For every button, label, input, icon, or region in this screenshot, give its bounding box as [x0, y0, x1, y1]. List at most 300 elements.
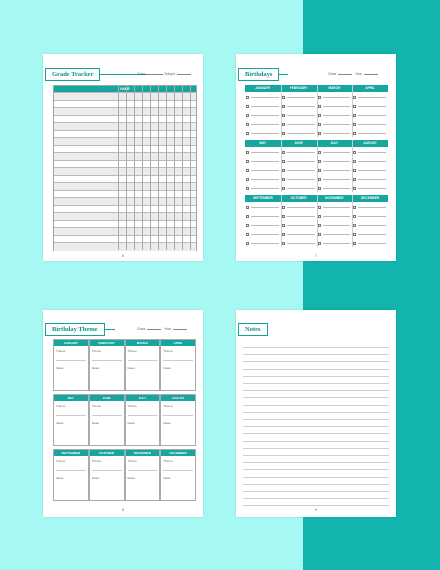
month-label: AUGUST	[363, 141, 377, 145]
field-label: Year	[355, 72, 362, 76]
note-line[interactable]	[243, 469, 389, 470]
theme-line[interactable]	[92, 360, 122, 361]
checkbox[interactable]	[353, 224, 356, 227]
month-theme-cell[interactable]	[125, 339, 161, 391]
birthday-entry[interactable]	[318, 176, 352, 182]
birthday-entry[interactable]	[246, 121, 280, 127]
month-theme-cell[interactable]	[89, 339, 125, 391]
ideas-label: Ideas	[56, 476, 64, 480]
ideas-label: Ideas	[91, 366, 100, 370]
birthday-entry[interactable]	[282, 222, 316, 228]
entry-line	[287, 152, 315, 153]
theme-label: Theme	[127, 349, 137, 353]
column-divider	[352, 85, 353, 137]
checkbox[interactable]	[282, 160, 285, 163]
month-theme-cell[interactable]	[53, 449, 89, 501]
month-label: JANUARY	[54, 340, 88, 346]
note-line[interactable]	[243, 505, 389, 506]
entry-line	[251, 115, 279, 116]
checkbox[interactable]	[246, 169, 249, 172]
entry-line	[323, 234, 351, 235]
checkbox[interactable]	[353, 114, 356, 117]
birthday-entry[interactable]	[318, 103, 352, 109]
checkbox[interactable]	[353, 233, 356, 236]
ideas-label: Ideas	[127, 421, 135, 425]
entry-line	[323, 106, 351, 107]
entry-line	[323, 225, 351, 226]
checkbox[interactable]	[282, 215, 285, 218]
checkbox[interactable]	[246, 132, 249, 135]
grade-table	[53, 85, 197, 251]
birthday-entry[interactable]	[318, 112, 352, 118]
theme-line[interactable]	[92, 415, 122, 416]
column-divider	[118, 86, 119, 250]
field-line[interactable]	[173, 326, 187, 330]
checkbox[interactable]	[318, 169, 321, 172]
entry-line	[323, 207, 351, 208]
entry-line	[323, 188, 351, 189]
month-theme-cell[interactable]	[160, 394, 196, 446]
birthday-entry[interactable]	[246, 167, 280, 173]
checkbox[interactable]	[282, 151, 285, 154]
theme-line[interactable]	[128, 415, 158, 416]
entry-line	[251, 234, 279, 235]
entry-line	[251, 243, 279, 244]
page-title: Birthdays	[238, 68, 279, 81]
checkbox[interactable]	[282, 206, 285, 209]
theme-line[interactable]	[56, 360, 86, 361]
birthday-entry[interactable]	[353, 149, 387, 155]
ideas-label: Ideas	[163, 476, 171, 480]
entry-line	[323, 115, 351, 116]
month-theme-cell[interactable]	[160, 339, 196, 391]
note-line[interactable]	[243, 455, 389, 456]
birthday-theme-table	[53, 339, 196, 503]
page-number: 6	[122, 254, 124, 258]
note-line[interactable]	[243, 441, 389, 442]
note-line[interactable]	[243, 390, 389, 391]
checkbox[interactable]	[246, 206, 249, 209]
note-line[interactable]	[243, 397, 389, 398]
checkbox[interactable]	[282, 178, 285, 181]
checkbox[interactable]	[246, 233, 249, 236]
checkbox[interactable]	[246, 160, 249, 163]
theme-label: Theme	[127, 459, 137, 463]
note-line[interactable]	[243, 354, 389, 355]
column-divider	[281, 85, 282, 137]
page-title: Grade Tracker	[45, 68, 100, 81]
entry-line	[358, 243, 386, 244]
birthday-entry[interactable]	[318, 149, 352, 155]
entry-line	[358, 216, 386, 217]
month-theme-cell[interactable]	[53, 394, 89, 446]
column-divider	[352, 140, 353, 192]
birthday-entry[interactable]	[318, 185, 352, 191]
entry-line	[251, 179, 279, 180]
theme-label: Theme	[91, 349, 102, 353]
note-line[interactable]	[243, 498, 389, 499]
birthday-entry[interactable]	[246, 204, 280, 210]
field-line[interactable]	[147, 71, 161, 75]
entry-line	[358, 179, 386, 180]
ideas-label: Ideas	[163, 366, 171, 370]
entry-line	[323, 124, 351, 125]
entry-line	[287, 106, 315, 107]
ideas-label: Ideas	[56, 421, 64, 425]
note-line[interactable]	[243, 448, 389, 449]
entry-line	[251, 124, 279, 125]
field-line[interactable]	[338, 71, 352, 75]
ideas-label: Ideas	[91, 476, 100, 480]
checkbox[interactable]	[282, 132, 285, 135]
column-divider	[281, 140, 282, 192]
month-theme-cell[interactable]	[89, 394, 125, 446]
birthday-theme-page	[43, 310, 203, 517]
column-divider	[182, 86, 183, 250]
note-line[interactable]	[243, 419, 389, 420]
birthday-entry[interactable]	[246, 240, 280, 246]
birthday-entry[interactable]	[282, 158, 316, 164]
checkbox[interactable]	[353, 160, 356, 163]
note-line[interactable]	[243, 477, 389, 478]
checkbox[interactable]	[246, 151, 249, 154]
month-label: OCTOBER	[90, 450, 124, 456]
month-label: FEBRUARY	[90, 340, 124, 346]
month-label: DECEMBER	[161, 450, 195, 456]
birthday-entry[interactable]	[318, 94, 352, 100]
birthday-entry[interactable]	[353, 94, 387, 100]
checkbox[interactable]	[318, 151, 321, 154]
month-label: FEBRUARY	[289, 86, 308, 90]
theme-label: Theme	[163, 459, 173, 463]
birthday-entry[interactable]	[318, 231, 352, 237]
page-title: Notes	[238, 323, 268, 336]
birthday-entry[interactable]	[318, 121, 352, 127]
entry-line	[287, 225, 315, 226]
note-line[interactable]	[243, 383, 389, 384]
birthday-entry[interactable]	[246, 130, 280, 136]
notes-lines	[236, 310, 396, 517]
theme-line[interactable]	[163, 470, 193, 471]
ideas-label: Ideas	[56, 366, 64, 370]
month-label: DECEMBER	[361, 196, 380, 200]
birthday-entry[interactable]	[353, 240, 387, 246]
month-label: MAY	[259, 141, 267, 145]
entry-line	[251, 133, 279, 134]
column-divider	[150, 86, 151, 250]
field-line[interactable]	[147, 326, 161, 330]
checkbox[interactable]	[282, 123, 285, 126]
month-label: JULY	[126, 395, 160, 401]
birthdays-page	[236, 54, 396, 261]
birthday-entry[interactable]	[318, 222, 352, 228]
column-divider	[166, 86, 167, 250]
birthday-entry[interactable]	[246, 185, 280, 191]
checkbox[interactable]	[318, 233, 321, 236]
entry-line	[358, 152, 386, 153]
theme-line[interactable]	[128, 470, 158, 471]
entry-line	[323, 152, 351, 153]
theme-line[interactable]	[56, 415, 86, 416]
checkbox[interactable]	[353, 169, 356, 172]
entry-line	[358, 188, 386, 189]
birthday-entry[interactable]	[282, 204, 316, 210]
entry-line	[287, 124, 315, 125]
field-line[interactable]	[364, 71, 378, 75]
checkbox[interactable]	[282, 187, 285, 190]
birthday-entry[interactable]	[246, 213, 280, 219]
checkbox[interactable]	[246, 105, 249, 108]
checkbox[interactable]	[318, 123, 321, 126]
checkbox[interactable]	[318, 242, 321, 245]
birthday-entry[interactable]	[246, 231, 280, 237]
checkbox[interactable]	[353, 206, 356, 209]
entry-line	[358, 234, 386, 235]
entry-line	[251, 161, 279, 162]
theme-line[interactable]	[163, 415, 193, 416]
checkbox[interactable]	[353, 178, 356, 181]
birthday-entry[interactable]	[353, 130, 387, 136]
birthday-entry[interactable]	[282, 167, 316, 173]
theme-label: Theme	[163, 404, 173, 408]
checkbox[interactable]	[246, 114, 249, 117]
month-theme-cell[interactable]	[89, 449, 125, 501]
checkbox[interactable]	[282, 233, 285, 236]
checkbox[interactable]	[353, 151, 356, 154]
column-divider	[317, 85, 318, 137]
entry-line	[323, 97, 351, 98]
field-label: Class	[328, 72, 337, 76]
column-divider	[126, 86, 127, 250]
month-theme-cell[interactable]	[125, 394, 161, 446]
note-line[interactable]	[243, 361, 389, 362]
month-label: SEPTEMBER	[54, 450, 88, 456]
checkbox[interactable]	[282, 114, 285, 117]
birthday-entry[interactable]	[353, 185, 387, 191]
entry-line	[323, 243, 351, 244]
birthday-entry[interactable]	[353, 121, 387, 127]
birthday-entry[interactable]	[282, 149, 316, 155]
column-divider	[158, 86, 159, 250]
checkbox[interactable]	[246, 224, 249, 227]
month-label: JULY	[330, 141, 339, 145]
entry-line	[358, 161, 386, 162]
theme-line[interactable]	[92, 470, 122, 471]
birthday-entry[interactable]	[282, 112, 316, 118]
entry-line	[251, 188, 279, 189]
note-line[interactable]	[243, 412, 389, 413]
grade-tracker-page	[43, 54, 203, 261]
month-theme-cell[interactable]	[53, 339, 89, 391]
notes-page	[236, 310, 396, 517]
birthday-entry[interactable]	[318, 158, 352, 164]
month-theme-cell[interactable]	[125, 449, 161, 501]
note-line[interactable]	[243, 462, 389, 463]
entry-line	[287, 216, 315, 217]
note-line[interactable]	[243, 369, 389, 370]
birthday-entry[interactable]	[282, 94, 316, 100]
note-line[interactable]	[243, 347, 389, 348]
header-fields	[137, 71, 194, 76]
checkbox[interactable]	[318, 114, 321, 117]
entry-line	[251, 216, 279, 217]
checkbox[interactable]	[246, 96, 249, 99]
checkbox[interactable]	[353, 123, 356, 126]
page-number: 7	[315, 254, 317, 258]
field-line[interactable]	[177, 71, 191, 75]
note-line[interactable]	[243, 426, 389, 427]
birthday-entry[interactable]	[353, 176, 387, 182]
theme-line[interactable]	[163, 360, 193, 361]
birthday-entry[interactable]	[318, 240, 352, 246]
entry-line	[358, 133, 386, 134]
checkbox[interactable]	[353, 96, 356, 99]
month-theme-cell[interactable]	[160, 449, 196, 501]
birthday-entry[interactable]	[353, 222, 387, 228]
birthday-entry[interactable]	[282, 176, 316, 182]
theme-line[interactable]	[128, 360, 158, 361]
birthday-entry[interactable]	[282, 213, 316, 219]
entry-line	[287, 234, 315, 235]
month-label: JUNE	[294, 141, 303, 145]
field-label: Class	[137, 327, 146, 331]
checkbox[interactable]	[246, 215, 249, 218]
birthday-entry[interactable]	[282, 231, 316, 237]
entry-line	[323, 216, 351, 217]
column-divider	[352, 195, 353, 247]
birthday-entry[interactable]	[246, 112, 280, 118]
birthday-entry[interactable]	[353, 167, 387, 173]
column-divider	[317, 195, 318, 247]
checkbox[interactable]	[318, 160, 321, 163]
birthday-entry[interactable]	[282, 103, 316, 109]
birthday-entry[interactable]	[353, 204, 387, 210]
theme-label: Theme	[91, 459, 102, 463]
birthday-entry[interactable]	[246, 222, 280, 228]
checkbox[interactable]	[353, 215, 356, 218]
entry-line	[358, 207, 386, 208]
note-line[interactable]	[243, 491, 389, 492]
birthday-entry[interactable]	[246, 103, 280, 109]
month-label: OCTOBER	[290, 196, 307, 200]
birthday-entry[interactable]	[353, 158, 387, 164]
theme-line[interactable]	[56, 470, 86, 471]
birthday-entry[interactable]	[282, 185, 316, 191]
birthday-entry[interactable]	[282, 121, 316, 127]
entry-line	[251, 97, 279, 98]
entry-line	[323, 179, 351, 180]
ideas-label: Ideas	[91, 421, 100, 425]
entry-line	[358, 97, 386, 98]
month-label: MARCH	[328, 86, 341, 90]
month-label: MARCH	[126, 340, 160, 346]
field-label: Year	[164, 327, 171, 331]
birthday-entry[interactable]	[246, 176, 280, 182]
birthday-entry[interactable]	[282, 130, 316, 136]
checkbox[interactable]	[318, 178, 321, 181]
month-label: NOVEMBER	[126, 450, 160, 456]
checkbox[interactable]	[353, 132, 356, 135]
column-divider	[317, 140, 318, 192]
birthday-entry[interactable]	[353, 103, 387, 109]
header-fields	[137, 326, 190, 331]
checkbox[interactable]	[246, 123, 249, 126]
checkbox[interactable]	[318, 132, 321, 135]
column-divider	[134, 86, 135, 250]
checkbox[interactable]	[282, 242, 285, 245]
note-line[interactable]	[243, 376, 389, 377]
checkbox[interactable]	[353, 105, 356, 108]
theme-label: Theme	[56, 404, 66, 408]
ideas-label: Ideas	[163, 421, 171, 425]
field-label: Subject	[164, 72, 176, 76]
checkbox[interactable]	[318, 215, 321, 218]
checkbox[interactable]	[282, 169, 285, 172]
column-divider	[142, 86, 143, 250]
checkbox[interactable]	[353, 242, 356, 245]
birthday-entry[interactable]	[318, 213, 352, 219]
column-divider	[190, 86, 191, 250]
checkbox[interactable]	[353, 187, 356, 190]
entry-line	[323, 170, 351, 171]
entry-line	[287, 243, 315, 244]
theme-label: Theme	[91, 404, 102, 408]
month-label: MAY	[54, 395, 88, 401]
checkbox[interactable]	[246, 187, 249, 190]
entry-line	[287, 170, 315, 171]
page-number: 9	[315, 508, 317, 512]
entry-line	[287, 179, 315, 180]
birthday-entry[interactable]	[318, 204, 352, 210]
note-line[interactable]	[243, 484, 389, 485]
entry-line	[323, 133, 351, 134]
checkbox[interactable]	[282, 105, 285, 108]
birthday-entry[interactable]	[282, 240, 316, 246]
checkbox[interactable]	[318, 206, 321, 209]
entry-line	[287, 161, 315, 162]
birthday-entry[interactable]	[318, 130, 352, 136]
entry-line	[358, 115, 386, 116]
entry-line	[251, 106, 279, 107]
birthday-entry[interactable]	[353, 231, 387, 237]
entry-line	[358, 170, 386, 171]
note-line[interactable]	[243, 433, 389, 434]
checkbox[interactable]	[282, 96, 285, 99]
birthday-entry[interactable]	[246, 149, 280, 155]
checkbox[interactable]	[318, 105, 321, 108]
checkbox[interactable]	[246, 242, 249, 245]
entry-line	[287, 207, 315, 208]
checkbox[interactable]	[318, 96, 321, 99]
checkbox[interactable]	[246, 178, 249, 181]
entry-line	[251, 152, 279, 153]
page-number: 8	[122, 508, 124, 512]
entry-line	[323, 161, 351, 162]
note-line[interactable]	[243, 405, 389, 406]
checkbox[interactable]	[318, 187, 321, 190]
birthday-table	[245, 85, 388, 251]
birthday-entry[interactable]	[353, 213, 387, 219]
entry-line	[251, 170, 279, 171]
birthday-entry[interactable]	[318, 167, 352, 173]
birthday-entry[interactable]	[353, 112, 387, 118]
checkbox[interactable]	[318, 224, 321, 227]
birthday-entry[interactable]	[246, 94, 280, 100]
month-label: JANUARY	[255, 86, 271, 90]
birthday-entry[interactable]	[246, 158, 280, 164]
month-label: APRIL	[161, 340, 195, 346]
checkbox[interactable]	[282, 224, 285, 227]
